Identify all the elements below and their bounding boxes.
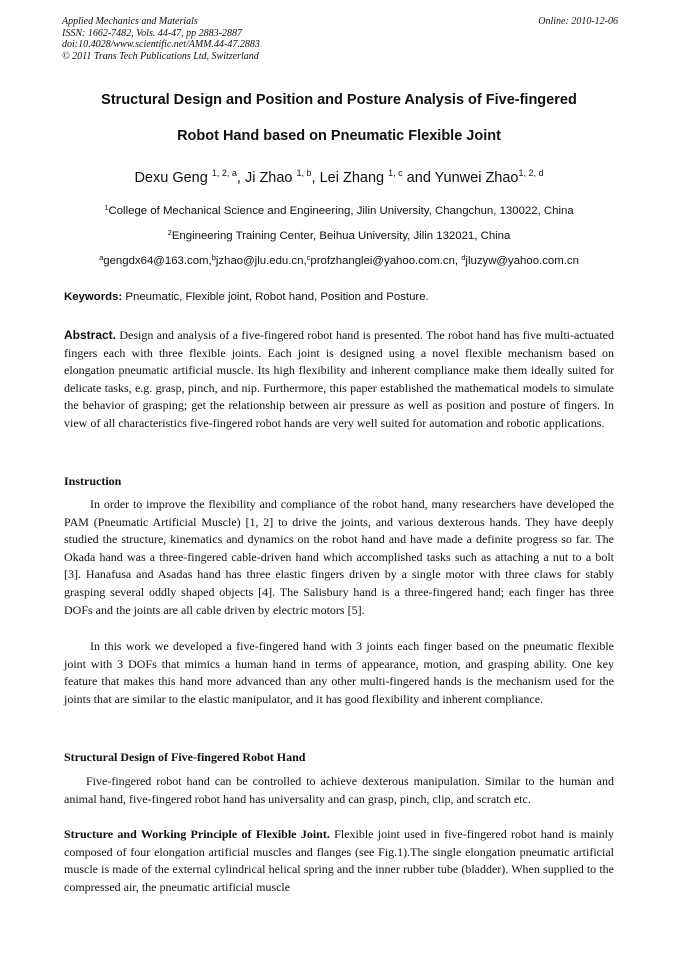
email-address: jluzyw@yahoo.com.cn (465, 255, 579, 267)
structural-design-paragraph-2 (64, 826, 614, 896)
issn-line: ISSN: 1662-7482, Vols. 44-47, pp 2883-2887 (62, 27, 242, 39)
affiliation-1 (40, 203, 638, 217)
online-date: Online: 2010-12-06 (538, 16, 618, 27)
keywords-label: Keywords: (64, 291, 123, 303)
affiliation-text: Engineering Training Center, Beihua University, Jilin 132021, China (171, 230, 511, 242)
journal-name: Applied Mechanics and Materials (62, 16, 198, 27)
author-list (40, 168, 638, 186)
author-name: Ji Zhao (244, 170, 297, 186)
abstract-label: Abstract. (64, 328, 117, 342)
keywords-text: Pneumatic, Flexible joint, Robot hand, Position and Posture. (122, 291, 429, 303)
structural-design-paragraph-1: Five-fingered robot hand can be controlled to achieve dexterous manipulation. Similar to the human and animal hand, five-fingered robot hand has universality and can grasp, pinch, clip, and scratch etc. (64, 774, 614, 806)
affiliation-mark: 1 (104, 203, 109, 212)
email-mark: c (306, 253, 311, 262)
email-mark: d (461, 253, 466, 262)
author-affiliation-mark: 1, 2, d (518, 168, 544, 178)
email-mark: a (99, 253, 104, 262)
keywords (64, 291, 429, 303)
author-name: Dexu Geng (134, 170, 212, 186)
affiliation-2 (40, 228, 638, 242)
section-heading-introduction: Instruction (64, 474, 122, 488)
abstract-text: Design and analysis of a five-fingered robot hand is presented. The robot hand has five multi-actuated fingers each with three flexible joints. Each joint is designed using a novel flexible mechanism based on elongation pneumatic artificial muscle. Its high flexibility and inherent compliance make them ideally suited for delicate tasks, e.g. grasp, pinch, and nip. Furthermore, this paper established the mathematical models to simulate the behavior of grasping; get the relationship between air pressure as well as position and posture of fingers. In view of all characteristics five-fingered robot hands are very well suited for automation and robotic applications. (64, 328, 614, 430)
author-separator: and (402, 170, 435, 186)
author-separator: , (311, 170, 320, 186)
abstract (64, 327, 614, 433)
email-list (40, 253, 638, 267)
author-name: Yunwei Zhao (434, 170, 519, 186)
email-address: jzhao@jlu.edu.cn, (215, 255, 307, 267)
subsection-label: Structure and Working Principle of Flexible Joint. (64, 827, 330, 841)
email-mark: b (211, 253, 216, 262)
introduction-paragraph-2: In this work we developed a five-fingered hand with 3 joints each finger based on the pneumatic flexible joint with 3 DOFs that mimics a human hand in terms of appearance, motion, and grasping ability. One key feature that makes this hand more advanced than any other multi-fingered hands is the mechanism used for the joints that are similar to the elastic manipulator, and it has good flexibility and inherent compliance. (64, 639, 614, 706)
paper-title-line-1: Structural Design and Position and Posture Analysis of Five-fingered (101, 92, 577, 108)
section-heading-structural-design: Structural Design of Five-fingered Robot Hand (64, 750, 306, 764)
journal-header (62, 16, 618, 62)
author-name: Lei Zhang (319, 170, 389, 186)
affiliation-mark: 2 (167, 228, 172, 237)
affiliation-text: College of Mechanical Science and Engineering, Jilin University, Changchun, 130022, China (108, 205, 574, 217)
author-affiliation-mark: 1, c (388, 168, 403, 178)
email-address: profzhanglei@yahoo.com.cn, (310, 255, 462, 267)
doi-line: doi:10.4028/www.scientific.net/AMM.44-47.2883 (62, 39, 260, 51)
introduction-paragraph-1: In order to improve the flexibility and compliance of the robot hand, many researchers have developed the PAM (Pneumatic Artificial Muscle) [1, 2] to drive the joints, and various dexterous hands. They have deeply studied the structure, kinematics and dynamics on the robot hand and have made a definite progress so far. The Okada hand was a three-fingered cable-driven hand which accomplished tasks such as attaching a nut to a bolt [3]. Hanafusa and Asadas hand has three elastic fingers driven by a single motor with three claws for stably grasping several oddly shaped objects [4]. The Salisbury hand is a three-fingered hand; each finger has three DOFs and the joints are all cable driven by electric motors [5]. (64, 497, 614, 617)
paper-title-line-2: Robot Hand based on Pneumatic Flexible Joint (177, 128, 501, 144)
author-separator: , (236, 170, 245, 186)
author-affiliation-mark: 1, b (296, 168, 312, 178)
copyright-line: © 2011 Trans Tech Publications Ltd, Switzerland (62, 50, 259, 62)
email-address: gengdx64@163.com, (103, 255, 212, 267)
subsection-text: Flexible joint used in five-fingered robot hand is mainly composed of four elongation artificial muscles and flanges (see Fig.1).The single elongation pneumatic artificial muscle is made of the external cylindrical helical spring and the inner rubber tube (bladder). When supplied to the compressed air, the pneumatic artificial muscle (64, 827, 614, 894)
author-affiliation-mark: 1, 2, a (211, 168, 237, 178)
